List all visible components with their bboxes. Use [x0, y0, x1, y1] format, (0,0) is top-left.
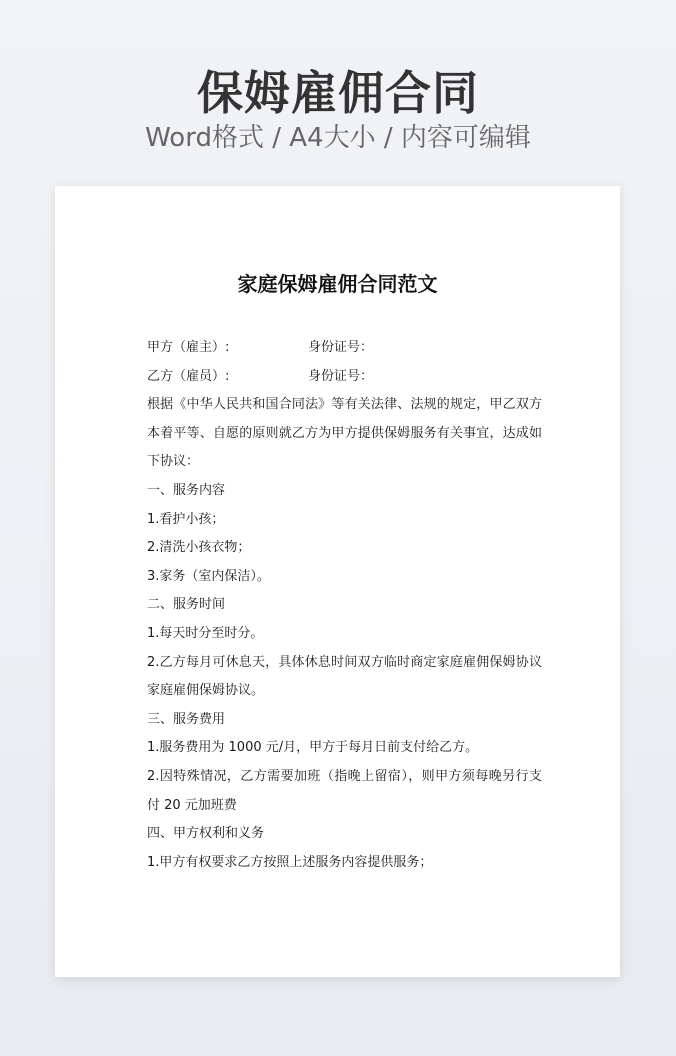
party-b-label: 乙方（雇员）: [147, 368, 230, 384]
party-b-line [147, 363, 542, 392]
clause-item: 2.因特殊情况，乙方需要加班（指晚上留宿），则甲方须每晚另行支付 20 元加班费 [147, 768, 542, 813]
clause-item: 3.家务（室内保洁）。 [147, 568, 270, 584]
clause-item: 2.乙方每月可休息天，具体休息时间双方临时商定家庭雇佣保姆协议家庭雇佣保姆协议。 [147, 654, 542, 699]
document-page [55, 186, 620, 977]
section-heading-service-fee: 三、服务费用 [147, 711, 226, 727]
clause-item: 1.服务费用为 1000 元/月，甲方于每月日前支付给乙方。 [147, 740, 479, 756]
clause-item: 1.每天时分至时分。 [147, 625, 264, 641]
preamble-paragraph: 根据《中华人民共和国合同法》等有关法律、法规的规定，甲乙双方本着平等、自愿的原则就乙方为甲方提供保姆服务有关事宜，达成如下协议： [147, 397, 542, 470]
section-heading-service-content: 一、服务内容 [147, 482, 226, 498]
section-heading-party-a-rights: 四、甲方权利和义务 [147, 826, 265, 842]
party-b-id-label: 身份证号： [308, 368, 374, 384]
party-a-line [147, 334, 542, 363]
clause-item: 1.看护小孩； [147, 511, 225, 527]
banner-title: 保姆雇佣合同 [197, 66, 479, 120]
document-body [147, 334, 542, 877]
document-title: 家庭保姆雇佣合同范文 [237, 272, 438, 296]
party-a-label: 甲方（雇主）: [147, 340, 230, 355]
banner-subtitle: Word格式 / A4大小 / 内容可编辑 [145, 123, 531, 153]
banner [0, 0, 676, 186]
clause-item: 1.甲方有权要求乙方按照上述服务内容提供服务； [147, 854, 433, 870]
party-a-id-label: 身份证号： [308, 340, 374, 355]
section-heading-service-time: 二、服务时间 [147, 597, 226, 613]
clause-item: 2.清洗小孩衣物； [147, 540, 251, 556]
